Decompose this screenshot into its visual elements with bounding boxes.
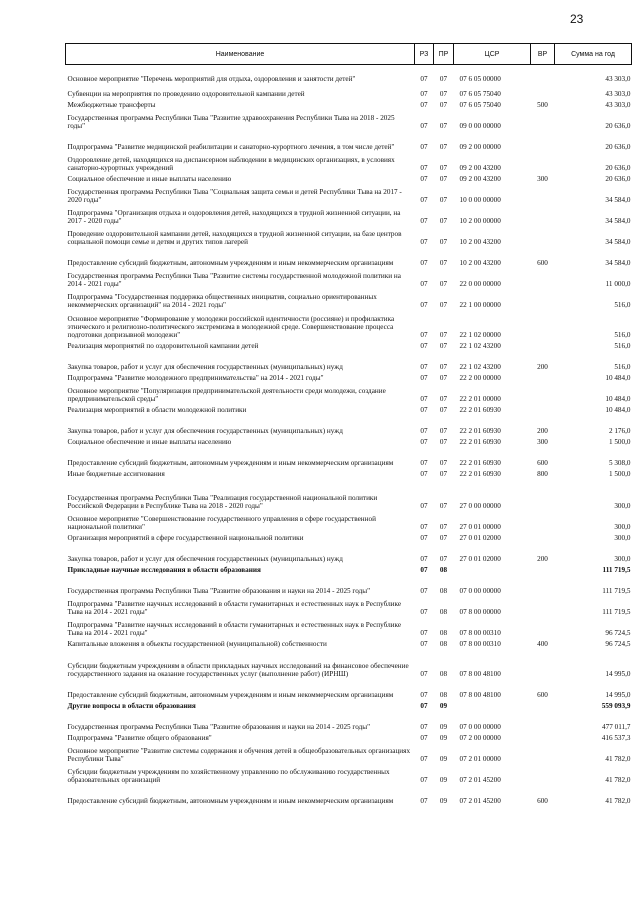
row-rz: 07	[420, 405, 428, 414]
row-name: Предоставление субсидий бюджетным, автономным учреждениям и иным некоммерческим организациям	[67, 458, 394, 467]
row-name: Основное мероприятие "Перечень мероприятий для отдыха, оздоровления и занятости детей"	[67, 74, 356, 83]
row-vr	[531, 732, 555, 743]
row-vr: 400	[537, 639, 548, 648]
row-pr: 07	[439, 533, 448, 542]
table-row	[66, 575, 632, 596]
row-pr: 07	[439, 426, 448, 435]
row-vr	[531, 372, 555, 383]
row-sum: 10 484,0	[605, 394, 631, 403]
row-sum: 43 303,0	[605, 74, 631, 83]
row-rz: 07	[420, 100, 428, 109]
row-csr: 07 8 00 00310	[459, 639, 501, 648]
row-csr: 22 2 01 60930	[459, 458, 501, 467]
row-vr	[531, 764, 555, 785]
row-vr: 600	[537, 258, 548, 267]
row-csr: 07 2 01 45200	[459, 796, 501, 805]
table-row	[66, 152, 632, 173]
row-vr	[531, 564, 555, 575]
row-pr: 09	[439, 775, 448, 784]
row-vr	[531, 268, 555, 289]
table-row	[66, 564, 632, 575]
row-sum: 2 176,0	[608, 426, 631, 435]
row-name: Государственная программа Республики Тыва "Социальная защита семьи и детей Республики Тыва на 2017 - 2020 годы"	[67, 187, 402, 204]
row-name: Закупка товаров, работ и услуг для обеспечения государственных (муниципальных) нужд	[67, 426, 343, 435]
row-vr: 600	[537, 458, 548, 467]
row-pr: 07	[439, 522, 448, 531]
row-sum: 10 484,0	[605, 373, 631, 382]
row-vr	[531, 649, 555, 679]
table-row	[66, 205, 632, 226]
row-csr: 22 2 01 60930	[459, 469, 501, 478]
row-pr: 07	[439, 258, 448, 267]
row-vr	[531, 743, 555, 764]
row-pr: 07	[439, 163, 448, 172]
row-pr: 08	[439, 565, 448, 574]
row-rz: 07	[420, 341, 428, 350]
row-vr	[531, 617, 555, 638]
row-sum: 516,0	[614, 341, 631, 350]
table-row	[66, 131, 632, 152]
row-sum: 43 303,0	[605, 100, 631, 109]
row-pr: 09	[439, 754, 448, 763]
row-name: Государственная программа Республики Тыва "Реализация государственной национальной политики Российской Федерации в Республике Тыва на 2018 - 2020 годы"	[67, 493, 378, 510]
row-csr: 09 0 00 00000	[459, 121, 501, 130]
row-pr: 08	[439, 639, 448, 648]
row-name: Предоставление субсидий бюджетным, автономным учреждениям и иным некоммерческим организациям	[67, 796, 394, 805]
row-csr: 27 0 01 02000	[459, 554, 501, 563]
row-csr: 22 1 00 00000	[459, 300, 501, 309]
row-csr: 22 2 01 00000	[459, 394, 501, 403]
row-rz: 07	[420, 639, 428, 648]
row-rz: 07	[420, 426, 428, 435]
row-rz: 07	[420, 89, 428, 98]
table-row	[66, 649, 632, 679]
row-sum: 516,0	[614, 330, 631, 339]
row-rz: 07	[420, 554, 428, 563]
row-csr: 22 1 02 43200	[459, 362, 501, 371]
row-pr: 07	[439, 554, 448, 563]
row-csr: 07 2 01 45200	[459, 775, 501, 784]
row-vr	[531, 110, 555, 131]
row-pr: 07	[439, 142, 448, 151]
row-sum: 516,0	[614, 300, 631, 309]
table-row	[66, 99, 632, 110]
row-name: Закупка товаров, работ и услуг для обеспечения государственных (муниципальных) нужд	[67, 554, 343, 563]
table-row	[66, 247, 632, 268]
row-rz: 07	[420, 607, 428, 616]
row-sum: 1 500,0	[608, 469, 631, 478]
table-row	[66, 617, 632, 638]
table-row	[66, 184, 632, 205]
row-name: Субсидии бюджетным учреждениям по хозяйственному управлению по обслуживанию государственных образовательных организаций	[67, 767, 390, 784]
row-vr	[531, 152, 555, 173]
row-rz: 07	[420, 533, 428, 542]
table-row	[66, 700, 632, 711]
row-pr: 07	[439, 405, 448, 414]
row-csr: 10 2 00 43200	[459, 237, 501, 246]
row-rz: 07	[420, 501, 428, 510]
row-sum: 14 995,0	[605, 690, 631, 699]
row-csr: 07 8 00 00310	[459, 628, 501, 637]
row-csr: 22 2 01 60930	[459, 405, 501, 414]
table-row	[66, 415, 632, 436]
row-csr: 07 0 00 00000	[459, 586, 501, 595]
row-rz: 07	[420, 300, 428, 309]
row-name: Подпрограмма "Государственная поддержка общественных инициатив, социально ориентированных некоммерческих организаций" на 2014 - 2021 годы"	[67, 292, 377, 309]
row-vr	[531, 596, 555, 617]
table-row	[66, 226, 632, 247]
row-name: Государственная программа Республики Тыва "Развитие образования и науки на 2014 - 2025 годы"	[67, 722, 371, 731]
row-rz: 07	[420, 701, 428, 710]
row-name: Реализация мероприятий по оздоровительной кампании детей	[67, 341, 259, 350]
row-vr	[531, 700, 555, 711]
row-csr: 07 6 05 75040	[459, 100, 501, 109]
header-name: Наименование	[66, 44, 415, 65]
row-name: Проведение оздоровительной кампании детей, находящихся в трудной жизненной ситуации, на базе центров социальной помощи семье и детям и других типов лагерей	[67, 229, 402, 246]
row-name: Организация мероприятий в сфере государственной национальной политики	[67, 533, 304, 542]
row-rz: 07	[420, 174, 428, 183]
page-number: 23	[570, 12, 584, 26]
row-name: Предоставление субсидий бюджетным, автономным учреждениям и иным некоммерческим организациям	[67, 690, 394, 699]
row-rz: 07	[420, 279, 428, 288]
row-pr: 08	[439, 690, 448, 699]
row-name: Другие вопросы в области образования	[67, 701, 196, 710]
row-csr	[454, 700, 531, 711]
row-vr: 200	[537, 426, 548, 435]
row-sum: 111 719,5	[602, 607, 631, 616]
row-pr: 07	[439, 341, 448, 350]
row-name: Предоставление субсидий бюджетным, автономным учреждениям и иным некоммерческим организациям	[67, 258, 394, 267]
row-pr: 07	[439, 330, 448, 339]
row-name: Подпрограмма "Развитие медицинской реабилитации и санаторно-курортного лечения, в том числе детей"	[67, 142, 395, 151]
row-vr	[531, 511, 555, 532]
table-row	[66, 543, 632, 564]
row-sum: 14 995,0	[605, 669, 631, 678]
header-csr: ЦСР	[454, 44, 531, 65]
row-vr: 600	[537, 690, 548, 699]
row-pr: 07	[439, 237, 448, 246]
row-rz: 07	[420, 669, 428, 678]
row-rz: 07	[420, 722, 428, 731]
table-row	[66, 340, 632, 351]
row-name: Субвенции на мероприятия по проведению оздоровительной кампании детей	[67, 89, 305, 98]
table-row	[66, 711, 632, 732]
row-csr: 22 0 00 00000	[459, 279, 501, 288]
row-pr: 07	[439, 373, 448, 382]
row-sum: 20 636,0	[605, 142, 631, 151]
row-rz: 07	[420, 469, 428, 478]
row-rz: 07	[420, 74, 428, 83]
header-pr: ПР	[434, 44, 454, 65]
row-vr	[531, 84, 555, 99]
row-sum: 41 782,0	[605, 775, 631, 784]
row-vr	[531, 532, 555, 543]
row-pr: 07	[439, 469, 448, 478]
row-csr: 09 2 00 00000	[459, 142, 501, 151]
row-rz: 07	[420, 775, 428, 784]
table-row	[66, 404, 632, 415]
row-name: Социальное обеспечение и иные выплаты населению	[67, 437, 232, 446]
row-csr: 10 2 00 43200	[459, 258, 501, 267]
row-rz: 07	[420, 586, 428, 595]
row-rz: 07	[420, 142, 428, 151]
row-vr: 500	[537, 100, 548, 109]
row-pr: 09	[439, 796, 448, 805]
row-rz: 07	[420, 373, 428, 382]
row-vr	[531, 340, 555, 351]
row-sum: 34 584,0	[605, 195, 631, 204]
row-rz: 07	[420, 437, 428, 446]
table-row	[66, 268, 632, 289]
row-sum: 41 782,0	[605, 796, 631, 805]
row-sum: 300,0	[614, 533, 631, 542]
table-row	[66, 479, 632, 511]
row-name: Подпрограмма "Развитие общего образования"	[67, 733, 212, 742]
table-row	[66, 785, 632, 806]
table-body	[66, 65, 632, 806]
row-vr: 300	[537, 437, 548, 446]
row-csr: 22 1 02 43200	[459, 341, 501, 350]
budget-table	[65, 43, 632, 806]
row-pr: 08	[439, 669, 448, 678]
table-row	[66, 372, 632, 383]
row-pr: 07	[439, 362, 448, 371]
row-csr	[454, 564, 531, 575]
row-sum: 20 636,0	[605, 174, 631, 183]
table-row	[66, 638, 632, 649]
table-row	[66, 764, 632, 785]
row-vr	[531, 131, 555, 152]
header-sum: Сумма на год	[555, 44, 632, 65]
row-csr: 07 8 00 48100	[459, 669, 501, 678]
row-csr: 27 0 00 00000	[459, 501, 501, 510]
row-sum: 96 724,5	[605, 639, 631, 648]
row-name: Государственная программа Республики Тыва "Развитие образования и науки на 2014 - 2025 годы"	[67, 586, 371, 595]
table-row	[66, 65, 632, 84]
row-pr: 09	[439, 701, 448, 710]
row-pr: 07	[439, 195, 448, 204]
row-name: Государственная программа Республики Тыва "Развитие системы государственной молодежной политики на 2014 - 2021 годы"	[67, 271, 401, 288]
row-rz: 07	[420, 121, 428, 130]
table-row	[66, 596, 632, 617]
row-vr	[531, 711, 555, 732]
row-rz: 07	[420, 163, 428, 172]
row-name: Межбюджетные трансферты	[67, 100, 156, 109]
row-csr: 22 1 02 00000	[459, 330, 501, 339]
row-rz: 07	[420, 258, 428, 267]
row-vr: 600	[537, 796, 548, 805]
row-csr: 22 2 01 60930	[459, 437, 501, 446]
row-pr: 07	[439, 89, 448, 98]
row-sum: 34 584,0	[605, 216, 631, 225]
row-sum: 11 000,0	[605, 279, 631, 288]
row-sum: 111 719,5	[602, 586, 631, 595]
row-name: Государственная программа Республики Тыва "Развитие здравоохранения Республики Тыва на 2018 - 2025 годы"	[67, 113, 395, 130]
row-pr: 07	[439, 174, 448, 183]
row-vr	[531, 184, 555, 205]
table-row	[66, 310, 632, 340]
table-header-row	[66, 44, 632, 65]
row-name: Капитальные вложения в объекты государственной (муниципальной) собственности	[67, 639, 327, 648]
row-name: Подпрограмма "Развитие молодежного предпринимательства" на 2014 - 2021 годы"	[67, 373, 324, 382]
row-name: Основное мероприятие "Развитие системы содержания и обучения детей в общеобразовательных организациях Республики Тыва"	[67, 746, 411, 763]
row-sum: 34 584,0	[605, 258, 631, 267]
row-pr: 07	[439, 74, 448, 83]
row-rz: 07	[420, 394, 428, 403]
row-rz: 07	[420, 522, 428, 531]
row-csr: 07 6 05 75040	[459, 89, 501, 98]
row-sum: 96 724,5	[605, 628, 631, 637]
row-name: Иные бюджетные ассигнования	[67, 469, 165, 478]
row-sum: 20 636,0	[605, 121, 631, 130]
row-csr: 09 2 00 43200	[459, 163, 501, 172]
row-sum: 41 782,0	[605, 754, 631, 763]
row-name: Подпрограмма "Организация отдыха и оздоровления детей, находящихся в трудной жизненной ситуации, на 2017 - 2020 годы"	[67, 208, 401, 225]
table-row	[66, 679, 632, 700]
row-name: Подпрограмма "Развитие научных исследований в области гуманитарных и естественных наук в Республике Тыва на 2014 - 2021 годы"	[67, 599, 402, 616]
row-rz: 07	[420, 796, 428, 805]
row-pr: 07	[439, 458, 448, 467]
row-csr: 27 0 01 02000	[459, 533, 501, 542]
table-row	[66, 468, 632, 479]
row-vr: 800	[537, 469, 548, 478]
row-rz: 07	[420, 458, 428, 467]
row-pr: 07	[439, 300, 448, 309]
row-rz: 07	[420, 690, 428, 699]
row-vr	[531, 65, 555, 84]
row-name: Основное мероприятие "Формирование у молодежи российской идентичности (россияне) и профилактика этнического и религиозно-политического экстремизма в молодежной среде. Совершенствование процесса подготовки допризывной молодежи"	[67, 314, 395, 339]
row-name: Социальное обеспечение и иные выплаты населению	[67, 174, 232, 183]
table-row	[66, 732, 632, 743]
row-csr: 07 2 01 00000	[459, 754, 501, 763]
row-vr	[531, 575, 555, 596]
row-pr: 09	[439, 722, 448, 731]
row-csr: 27 0 01 00000	[459, 522, 501, 531]
row-name: Основное мероприятие "Популяризация предпринимательской деятельности среди молодежи, создание предпринимательской среды"	[67, 386, 386, 403]
row-pr: 07	[439, 121, 448, 130]
row-sum: 20 636,0	[605, 163, 631, 172]
row-sum: 34 584,0	[605, 237, 631, 246]
row-vr	[531, 479, 555, 511]
row-sum: 43 303,0	[605, 89, 631, 98]
row-vr	[531, 383, 555, 404]
row-pr: 09	[439, 733, 448, 742]
row-name: Субсидии бюджетным учреждениям в области прикладных научных исследований на финансовое обеспечение государственного задания на оказание государственных услуг (выполнение работ) (ИРНШ)	[67, 661, 409, 678]
table-row	[66, 743, 632, 764]
row-csr: 10 0 00 00000	[459, 195, 501, 204]
row-sum: 559 093,9	[601, 701, 631, 710]
row-pr: 07	[439, 100, 448, 109]
row-sum: 1 500,0	[608, 437, 631, 446]
row-vr: 200	[537, 362, 548, 371]
header-vr: ВР	[531, 44, 555, 65]
table-row	[66, 289, 632, 310]
table-row	[66, 511, 632, 532]
table-row	[66, 436, 632, 447]
row-rz: 07	[420, 733, 428, 742]
row-sum: 300,0	[614, 501, 631, 510]
row-sum: 10 484,0	[605, 405, 631, 414]
row-csr: 22 2 00 00000	[459, 373, 501, 382]
row-csr: 07 8 00 48100	[459, 690, 501, 699]
row-rz: 07	[420, 195, 428, 204]
row-pr: 07	[439, 437, 448, 446]
row-rz: 07	[420, 330, 428, 339]
row-csr: 07 0 00 00000	[459, 722, 501, 731]
row-pr: 08	[439, 586, 448, 595]
row-vr	[531, 226, 555, 247]
header-rz: РЗ	[415, 44, 434, 65]
table-row	[66, 532, 632, 543]
row-vr: 200	[537, 554, 548, 563]
row-pr: 07	[439, 216, 448, 225]
row-pr: 08	[439, 628, 448, 637]
row-csr: 07 6 05 00000	[459, 74, 501, 83]
row-csr: 07 8 00 00000	[459, 607, 501, 616]
row-csr: 10 2 00 00000	[459, 216, 501, 225]
row-name: Основное мероприятие "Совершенствование государственного управления в сфере государственной национальной политики"	[67, 514, 376, 531]
row-name: Прикладные научные исследования в области образования	[67, 565, 261, 574]
row-rz: 07	[420, 565, 428, 574]
row-sum: 300,0	[614, 522, 631, 531]
table-row	[66, 173, 632, 184]
row-sum: 516,0	[614, 362, 631, 371]
row-sum: 300,0	[614, 554, 631, 563]
table-row	[66, 447, 632, 468]
row-csr: 07 2 00 00000	[459, 733, 501, 742]
row-rz: 07	[420, 628, 428, 637]
table-row	[66, 84, 632, 99]
row-sum: 416 537,3	[601, 733, 631, 742]
row-rz: 07	[420, 237, 428, 246]
row-pr: 08	[439, 607, 448, 616]
row-name: Закупка товаров, работ и услуг для обеспечения государственных (муниципальных) нужд	[67, 362, 343, 371]
row-sum: 5 308,0	[608, 458, 631, 467]
row-sum: 111 719,5	[602, 565, 631, 574]
row-pr: 07	[439, 279, 448, 288]
table-row	[66, 110, 632, 131]
table-row	[66, 383, 632, 404]
row-sum: 477 011,7	[602, 722, 631, 731]
row-rz: 07	[420, 754, 428, 763]
row-pr: 07	[439, 501, 448, 510]
row-rz: 07	[420, 216, 428, 225]
row-vr	[531, 404, 555, 415]
row-name: Подпрограмма "Развитие научных исследований в области гуманитарных и естественных наук в Республике Тыва на 2014 - 2021 годы"	[67, 620, 402, 637]
row-name: Реализация мероприятий в области молодежной политики	[67, 405, 247, 414]
row-csr: 22 2 01 60930	[459, 426, 501, 435]
row-vr	[531, 205, 555, 226]
row-vr: 300	[537, 174, 548, 183]
table-row	[66, 351, 632, 372]
row-name: Оздоровление детей, находящихся на диспансерном наблюдении в медицинских организациях, в условиях санаторно-курортных учреждений	[67, 155, 395, 172]
row-csr: 09 2 00 43200	[459, 174, 501, 183]
row-vr	[531, 289, 555, 310]
row-rz: 07	[420, 362, 428, 371]
row-vr	[531, 310, 555, 340]
row-pr: 07	[439, 394, 448, 403]
